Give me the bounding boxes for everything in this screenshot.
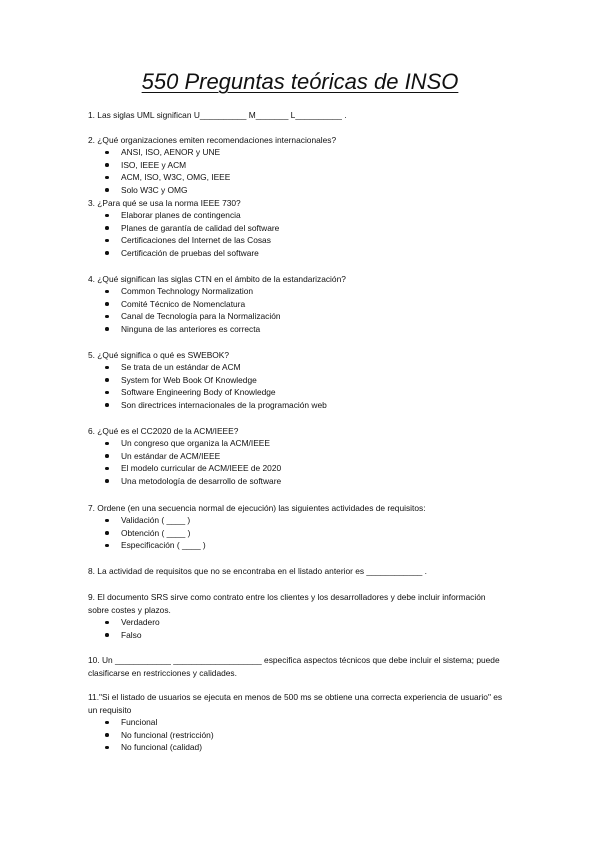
options-list [88, 146, 508, 196]
question-stem: 5. ¿Qué significa o qué es SWEBOK? [88, 350, 230, 360]
question-11 [88, 691, 508, 754]
question-stem: 10. Un ____________ ___________________ especifica aspectos técnicos que debe incluir el sistema; puede clasificarse en restricciones y calidades. [88, 655, 500, 678]
option-item: Funcional [88, 716, 508, 729]
option-item: Un congreso que organiza la ACM/IEEE [88, 437, 508, 450]
question-stem: 11."Si el listado de usuarios se ejecuta en menos de 500 ms se obtiene una correcta experiencia de usuario" es un requisito [88, 692, 503, 715]
options-list [88, 616, 508, 641]
option-item: Solo W3C y OMG [88, 184, 508, 197]
option-item: ANSI, ISO, AENOR y UNE [88, 146, 508, 159]
options-list [88, 514, 508, 552]
question-1 [88, 110, 508, 121]
question-3 [88, 198, 508, 259]
question-4 [88, 274, 508, 335]
option-item: Certificación de pruebas del software [88, 247, 508, 260]
option-item: Falso [88, 629, 508, 642]
option-item: Canal de Tecnología para la Normalización [88, 310, 508, 323]
option-item: Verdadero [88, 616, 508, 629]
question-stem: 3. ¿Para qué se usa la norma IEEE 730? [88, 198, 241, 208]
option-item: Un estándar de ACM/IEEE [88, 450, 508, 463]
option-item: Validación ( ____ ) [88, 514, 508, 527]
options-list [88, 209, 508, 259]
options-list [88, 716, 508, 754]
question-9 [88, 591, 508, 641]
question-stem: 7. Ordene (en una secuencia normal de ejecución) las siguientes actividades de requisitos: [88, 503, 426, 513]
option-item: Elaborar planes de contingencia [88, 209, 508, 222]
option-item: Obtención ( ____ ) [88, 527, 508, 540]
question-stem: 8. La actividad de requisitos que no se encontraba en el listado anterior es ____________ . [88, 566, 427, 576]
option-item: System for Web Book Of Knowledge [88, 374, 508, 387]
options-list [88, 437, 508, 487]
options-list [88, 285, 508, 335]
option-item: ISO, IEEE y ACM [88, 159, 508, 172]
option-item: Ninguna de las anteriores es correcta [88, 323, 508, 336]
option-item: ACM, ISO, W3C, OMG, IEEE [88, 171, 508, 184]
option-item: Se trata de un estándar de ACM [88, 361, 508, 374]
question-stem: 4. ¿Qué significan las siglas CTN en el ámbito de la estandarización? [88, 274, 346, 284]
option-item: Planes de garantía de calidad del software [88, 222, 508, 235]
options-list [88, 361, 508, 411]
option-item: No funcional (calidad) [88, 741, 508, 754]
question-5 [88, 350, 508, 411]
question-stem: 6. ¿Qué es el CC2020 de la ACM/IEEE? [88, 426, 239, 436]
option-item: El modelo curricular de ACM/IEEE de 2020 [88, 462, 508, 475]
question-stem: 9. El documento SRS sirve como contrato entre los clientes y los desarrolladores y debe incluir información sobre costes y plazos. [88, 592, 486, 615]
option-item: No funcional (restricción) [88, 729, 508, 742]
option-item: Common Technology Normalization [88, 285, 508, 298]
option-item: Certificaciones del Internet de las Cosas [88, 234, 508, 247]
question-7 [88, 503, 508, 552]
question-8 [88, 566, 508, 577]
page-title: 550 Preguntas teóricas de INSO [141, 69, 459, 94]
question-10 [88, 654, 508, 679]
option-item: Especificación ( ____ ) [88, 539, 508, 552]
question-stem: 1. Las siglas UML significan U__________ M_______ L__________ . [88, 110, 347, 120]
question-6 [88, 426, 508, 487]
question-stem: 2. ¿Qué organizaciones emiten recomendaciones internacionales? [88, 135, 337, 145]
option-item: Son directrices internacionales de la programación web [88, 399, 508, 412]
question-2 [88, 135, 508, 196]
option-item: Comité Técnico de Nomenclatura [88, 298, 508, 311]
option-item: Software Engineering Body of Knowledge [88, 386, 508, 399]
option-item: Una metodología de desarrollo de software [88, 475, 508, 488]
